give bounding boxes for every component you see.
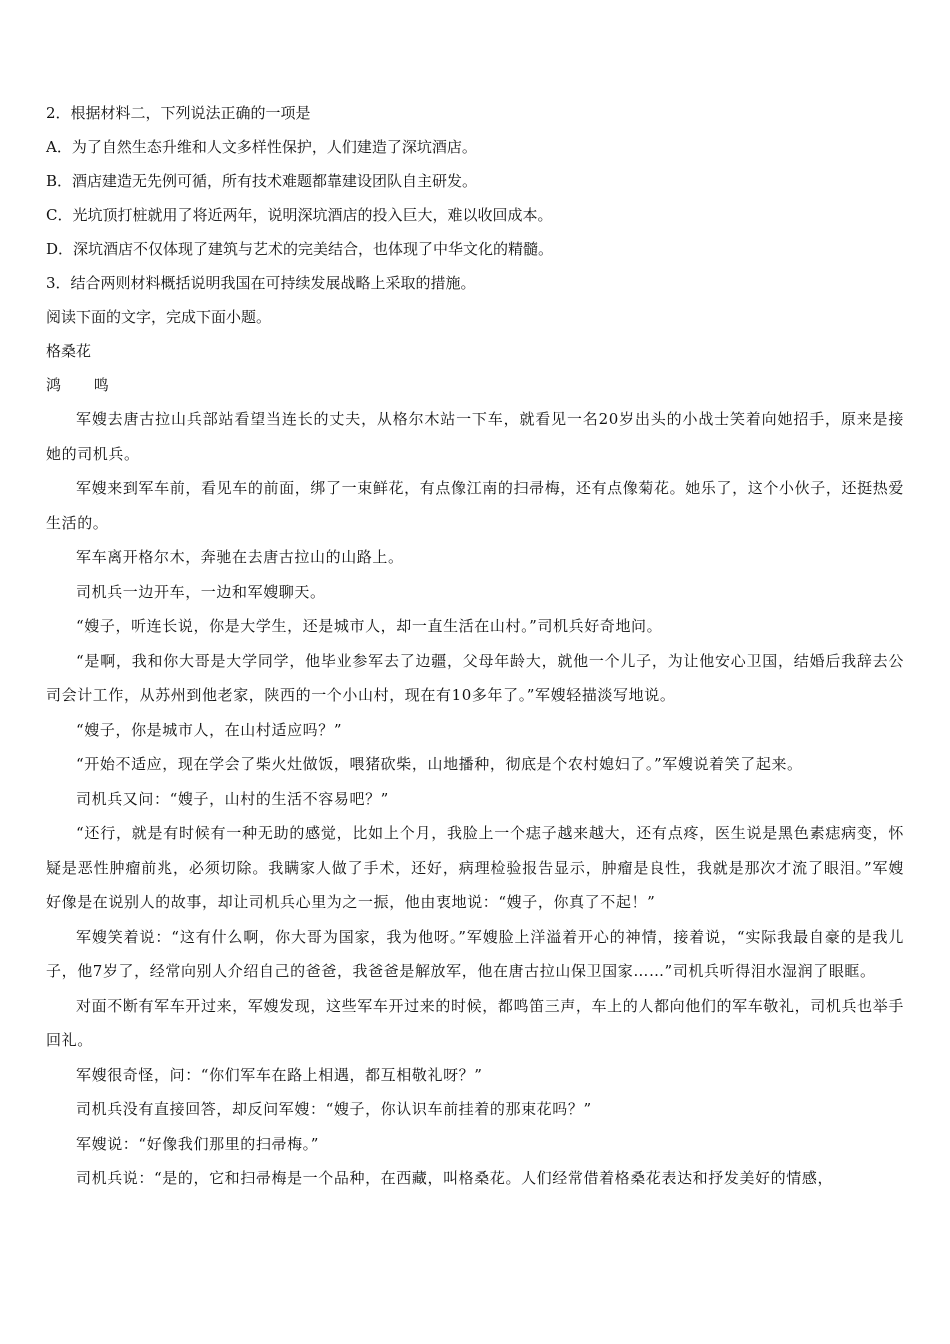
story-paragraph: 对面不断有军车开过来，军嫂发现，这些军车开过来的时候，都鸣笛三声，车上的人都向他们的军车敬礼，司机兵也举手回礼。 bbox=[46, 996, 904, 1049]
story-paragraph: 军嫂笑着说：“这有什么啊，你大哥为国家，我为他呀。”军嫂脸上洋溢着开心的神情，接着说，“实际我最自豪的是我儿子，他7岁了，经常向别人介绍自己的爸爸，我爸爸是解放军，他在唐古拉山保卫国家……”司机兵听得泪水湿润了眼眶。 bbox=[46, 927, 904, 980]
story-author: 鸿 鸣 bbox=[46, 376, 123, 394]
question-2-option-d: D．深坑酒店不仅体现了建筑与艺术的完美结合，也体现了中华文化的精髓。 bbox=[46, 240, 554, 258]
story-paragraph: 司机兵说：“是的，它和扫帚梅是一个品种，在西藏，叫格桑花。人们经常借着格桑花表达和抒发美好的情感， bbox=[76, 1169, 834, 1187]
question-3-stem: 3．结合两则材料概括说明我国在可持续发展战略上采取的措施。 bbox=[46, 274, 476, 292]
story-paragraph: “还行，就是有时候有一种无助的感觉，比如上个月，我脸上一个痣子越来越大，还有点疼，医生说是黑色素痣病变，怀疑是恶性肿瘤前兆，必须切除。我瞒家人做了手术，还好，病理检验报告显示，肿瘤是良性，我就是那次才流了眼泪。”军嫂好像是在说别人的故事，却让司机兵心里为之一振，他由衷地说：“嫂子，你真了不起！” bbox=[46, 824, 904, 911]
story-paragraph: 军嫂来到军车前，看见车的前面，绑了一束鲜花，有点像江南的扫帚梅，还有点像菊花。她乐了，这个小伙子，还挺热爱生活的。 bbox=[46, 479, 904, 532]
story-title: 格桑花 bbox=[46, 342, 92, 360]
question-2-option-b: B．酒店建造无先例可循，所有技术难题都靠建设团队自主研发。 bbox=[46, 172, 478, 190]
story-paragraph: “嫂子，你是城市人，在山村适应吗？” bbox=[76, 720, 343, 739]
document-page bbox=[46, 96, 904, 1196]
reading-instruction: 阅读下面的文字，完成下面小题。 bbox=[46, 308, 272, 326]
question-2-option-c: C．光坑顶打桩就用了将近两年，说明深坑酒店的投入巨大，难以收回成本。 bbox=[46, 206, 553, 224]
story-paragraph: “是啊，我和你大哥是大学同学，他毕业参军去了边疆，父母年龄大，就他一个儿子，为让他安心卫国，结婚后我辞去公司会计工作，从苏州到他老家，陕西的一个小山村，现在有10多年了。”军嫂轻描淡写地说。 bbox=[46, 651, 904, 704]
story-paragraph: 司机兵一边开车，一边和军嫂聊天。 bbox=[76, 582, 326, 601]
story-paragraph: 司机兵没有直接回答，却反问军嫂：“嫂子，你认识车前挂着的那束花吗？” bbox=[76, 1100, 592, 1118]
story-paragraph: “开始不适应，现在学会了柴火灶做饭，喂猪砍柴，山地播种，彻底是个农村媳妇了。”军嫂说着笑了起来。 bbox=[76, 755, 803, 773]
story-paragraph: 军嫂说：“好像我们那里的扫帚梅。” bbox=[76, 1134, 320, 1153]
story-paragraph: 军车离开格尔木，奔驰在去唐古拉山的山路上。 bbox=[76, 548, 404, 566]
question-2-stem: 2．根据材料二，下列说法正确的一项是 bbox=[46, 104, 311, 122]
question-2-option-a: A．为了自然生态升维和人文多样性保护，人们建造了深坑酒店。 bbox=[46, 138, 477, 156]
story-paragraph: 司机兵又问：“嫂子，山村的生活不容易吧？” bbox=[76, 789, 389, 808]
story-paragraph: “嫂子，听连长说，你是大学生，还是城市人，却一直生活在山村。”司机兵好奇地问。 bbox=[76, 617, 663, 635]
story-paragraph: 军嫂很奇怪，问：“你们军车在路上相遇，都互相敬礼呀？” bbox=[76, 1065, 483, 1084]
story-paragraph: 军嫂去唐古拉山兵部站看望当连长的丈夫，从格尔木站一下车，就看见一名20岁出头的小战士笑着向她招手，原来是接她的司机兵。 bbox=[46, 410, 904, 463]
